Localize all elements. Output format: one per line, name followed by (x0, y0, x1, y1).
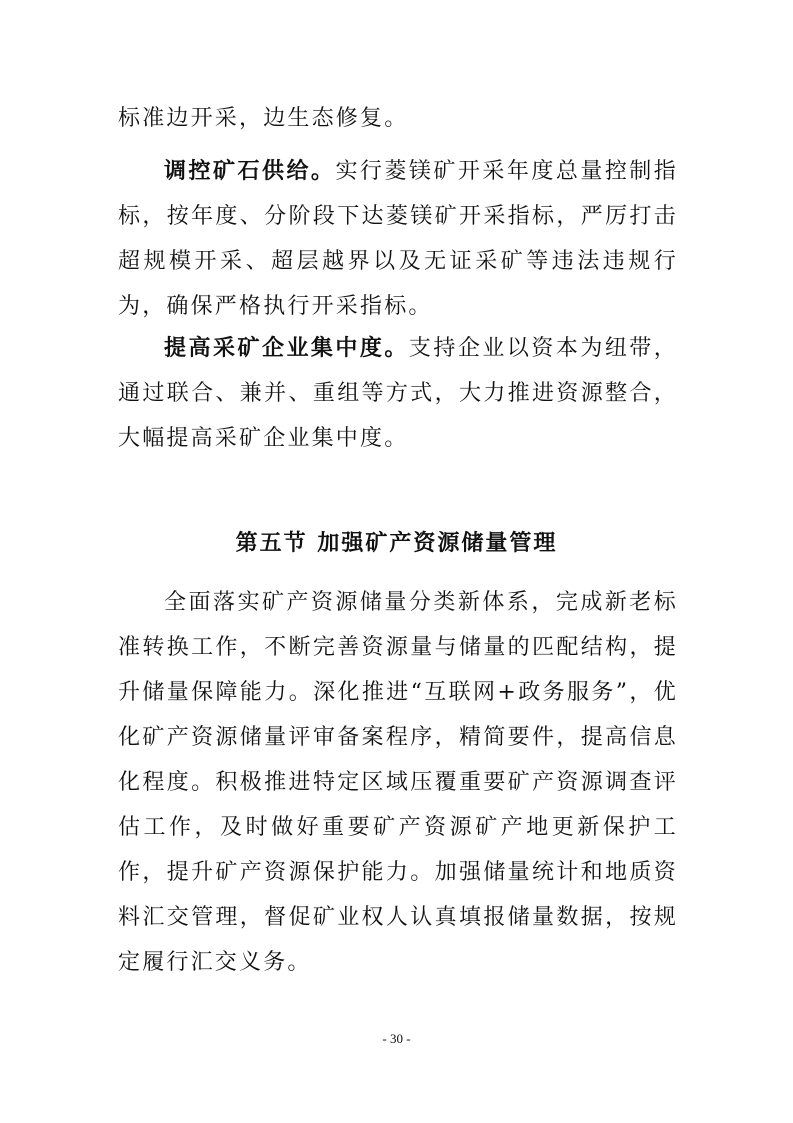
paragraph-lead-concentration: 提高采矿企业集中度。 (164, 335, 409, 361)
paragraph-supply-control (118, 149, 678, 329)
page-number: - 30 - (382, 1031, 411, 1046)
paragraph-body-concentration: 支持企业以资本为纽带，通过联合、兼并、重组等方式，大力推进资源整合，大幅提高采矿企业集中度。 (118, 336, 678, 451)
section-body-paragraph (118, 580, 678, 985)
continuation-text: 标准边开采，边生态修复。 (118, 106, 409, 131)
continuation-paragraph (118, 96, 678, 141)
paragraph-concentration (118, 326, 678, 461)
section-heading: 第五节 加强矿产资源储量管理 (235, 530, 558, 556)
paragraph-lead-supply-control: 调控矿石供给。 (164, 158, 336, 184)
paragraph-body-supply-control: 实行菱镁矿开采年度总量控制指标，按年度、分阶段下达菱镁矿开采指标，严厉打击超规模开采、超层越界以及无证采矿等违法违规行为，确保严格执行开采指标。 (118, 159, 678, 319)
section-body-text: 全面落实矿产资源储量分类新体系，完成新老标准转换工作，不断完善资源量与储量的匹配结构，提升储量保障能力。深化推进“互联网+政务服务”，优化矿产资源储量评审备案程序，精简要件，提高信息化程度。积极推进特定区域压覆重要矿产资源调查评估工作，及时做好重要矿产资源矿产地更新保护工作，提升矿产资源保护能力。加强储量统计和地质资料汇交管理，督促矿业权人认真填报储量数据，按规定履行汇交义务。 (118, 590, 678, 975)
